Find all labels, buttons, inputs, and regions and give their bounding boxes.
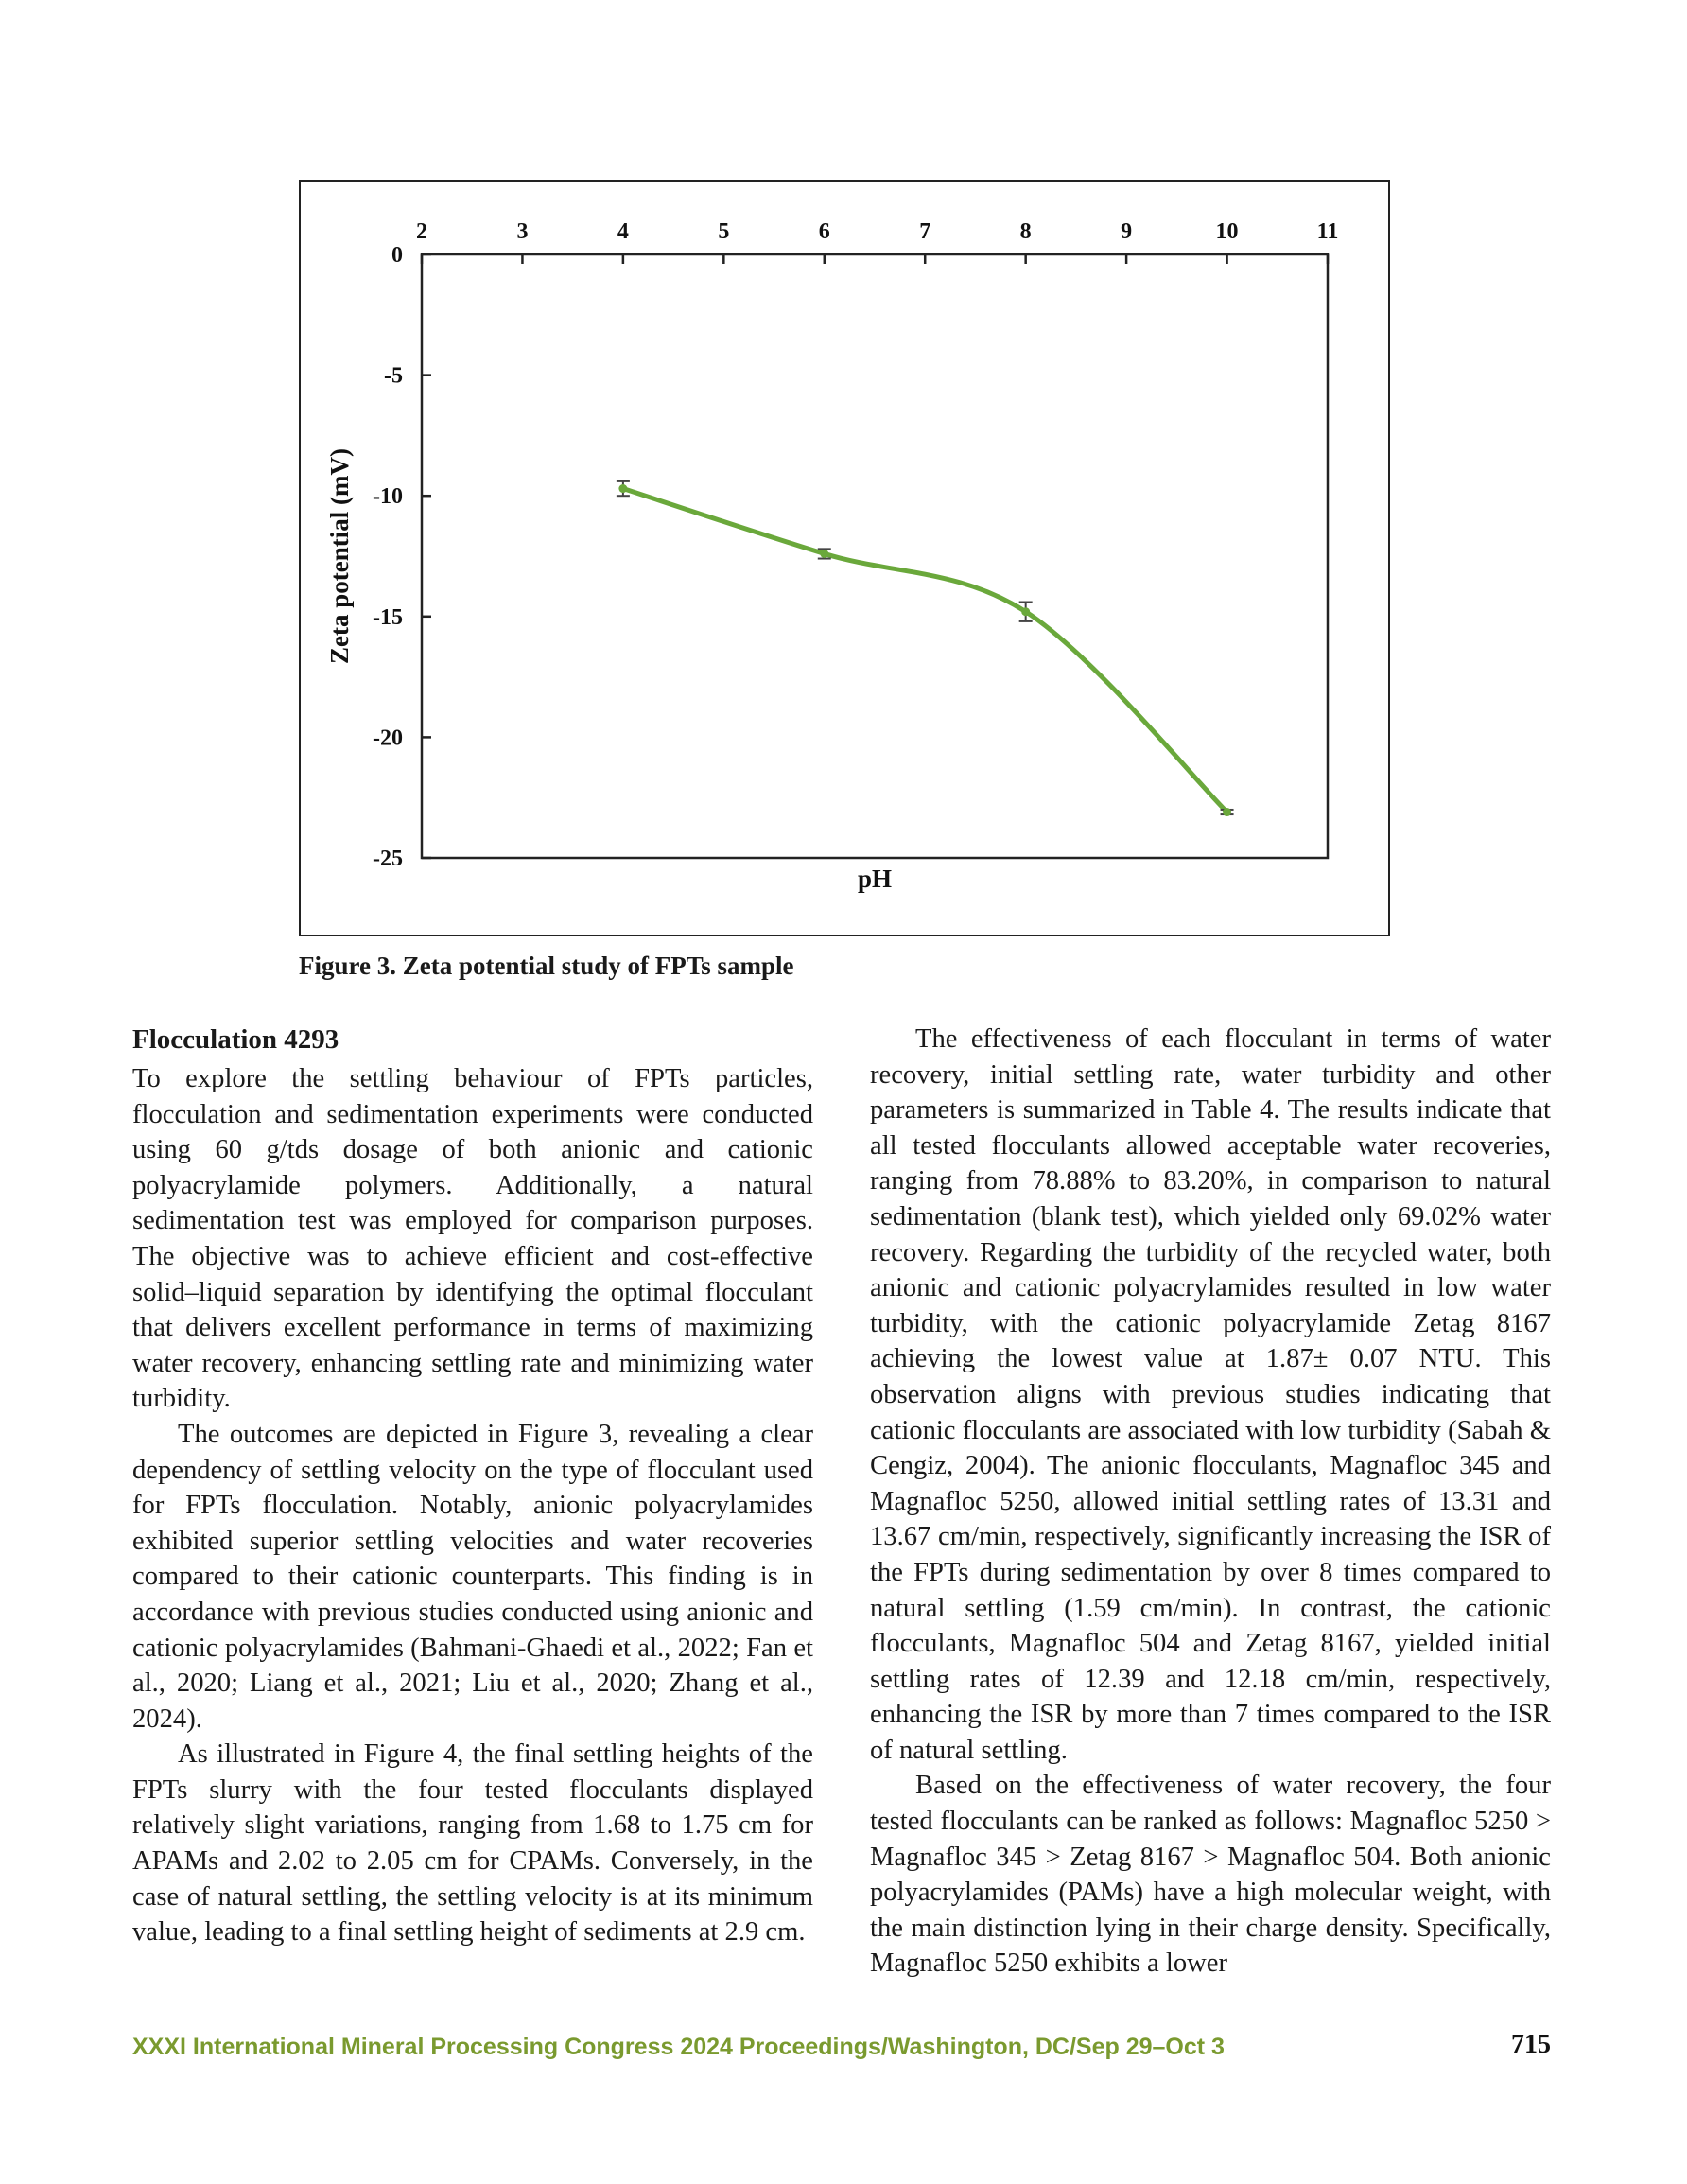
x-tick-label: 2 xyxy=(416,219,427,244)
data-point xyxy=(820,550,828,558)
x-tick-label: 6 xyxy=(818,219,830,244)
data-point xyxy=(1021,607,1030,616)
paragraph: Based on the effectiveness of water recovery, the four tested flocculants can be ranked as follows: Magnafloc 5250 > Magnafloc 345 > Zetag 8167 > Magnafloc 504. Both anionic polyacrylamides (PAMs) have a high molecular weight, with the main distinction lying in their charge density. Specifically, Magnafloc 5250 exhibits a lower xyxy=(870,1771,1551,1979)
footer-proceedings: XXXI International Mineral Processing Congress 2024 Proceedings/Washington, DC/Sep 29–Oct 3 xyxy=(132,2034,1225,2060)
x-axis-ticks xyxy=(416,219,1338,264)
y-tick-label: -10 xyxy=(373,484,403,510)
y-tick-label: -15 xyxy=(373,604,403,630)
data-point xyxy=(618,484,627,493)
x-tick-label: 10 xyxy=(1215,219,1239,244)
section-heading: Flocculation 4293 xyxy=(132,1024,339,1055)
paragraph: The outcomes are depicted in Figure 3, revealing a clear dependency of settling velocity on the type of flocculant used for FPTs flocculation. Notably, anionic polyacrylamides exhibited superior settling velocities and water recoveries compared to their cationic counterparts. This finding is in accordance with previous studies conducted using anionic and cationic polyacrylamides (Bahmani-Ghaedi et al., 2022; Fan et al., 2020; Liang et al., 2021; Liu et al., 2020; Zhang et al., 2024). xyxy=(132,1419,813,1734)
y-axis-label: Zeta potential (mV) xyxy=(325,448,354,664)
y-tick-label: -5 xyxy=(384,363,403,389)
x-axis-label: pH xyxy=(857,865,893,893)
x-tick-label: 8 xyxy=(1019,219,1032,244)
data-points xyxy=(617,481,1234,816)
series-line xyxy=(623,489,1227,812)
x-tick-label: 5 xyxy=(718,219,730,244)
x-tick-label: 3 xyxy=(516,219,529,244)
y-tick-label: -20 xyxy=(373,725,403,751)
paragraph: To explore the settling behaviour of FPTs particles, flocculation and sedimentation experiments were conducted using 60 g/tds dosage of both anionic and cationic polyacrylamide polymers. Additionally, a natural sedimentation test was employed for comparison purposes. The objective was to achieve efficient and cost-effective solid–liquid separation by identifying the optimal flocculant that delivers excellent performance in terms of maximizing water recovery, enhancing settling rate and minimizing water turbidity. xyxy=(132,1064,813,1414)
right-column xyxy=(870,1022,1551,1982)
figure-3 xyxy=(299,180,1390,936)
plot-frame xyxy=(422,254,1328,858)
x-tick-label: 4 xyxy=(617,219,629,244)
zeta-potential-chart xyxy=(301,182,1388,935)
x-tick-label: 11 xyxy=(1316,219,1339,244)
y-tick-label: -25 xyxy=(373,847,403,871)
x-tick-label: 9 xyxy=(1121,219,1133,244)
paragraph: As illustrated in Figure 4, the final settling heights of the FPTs slurry with the four tested flocculants displayed relatively slight variations, ranging from 1.68 to 1.75 cm for APAMs and 2.02 to 2.05 cm for CPAMs. Conversely, in the case of natural settling, the settling velocity is at its minimum value, leading to a final settling height of sediments at 2.9 cm. xyxy=(132,1739,813,1948)
left-column xyxy=(132,1022,813,1950)
data-point xyxy=(1223,808,1231,816)
x-tick-label: 7 xyxy=(919,219,931,244)
page-number: 715 xyxy=(1511,2030,1551,2059)
paragraph: The effectiveness of each flocculant in terms of water recovery, initial settling rate, water turbidity and other parameters is summarized in Table 4. The results indicate that all tested flocculants allowed acceptable water recoveries, ranging from 78.88% to 83.20%, in comparison to natural sedimentation (blank test), which yielded only 69.02% water recovery. Regarding the turbidity of the recycled water, both anionic and cationic polyacrylamides resulted in low water turbidity, with the cationic polyacrylamide Zetag 8167 achieving the lowest value at 1.87± 0.07 NTU. This observation aligns with previous studies indicating that cationic flocculants are associated with low turbidity (Sabah & Cengiz, 2004). The anionic flocculants, Magnafloc 345 and Magnafloc 5250, allowed initial settling rates of 13.31 and 13.67 cm/min, respectively, significantly increasing the ISR of the FPTs during sedimentation by over 8 times compared to natural settling (1.59 cm/min). In contrast, the cationic flocculants, Magnafloc 504 and Zetag 8167, yielded initial settling rates of 12.39 and 12.18 cm/min, respectively, enhancing the ISR by more than 7 times compared to the ISR of natural settling. xyxy=(870,1024,1551,1765)
figure-caption: Figure 3. Zeta potential study of FPTs sample xyxy=(299,952,794,980)
y-tick-label: 0 xyxy=(391,243,403,268)
